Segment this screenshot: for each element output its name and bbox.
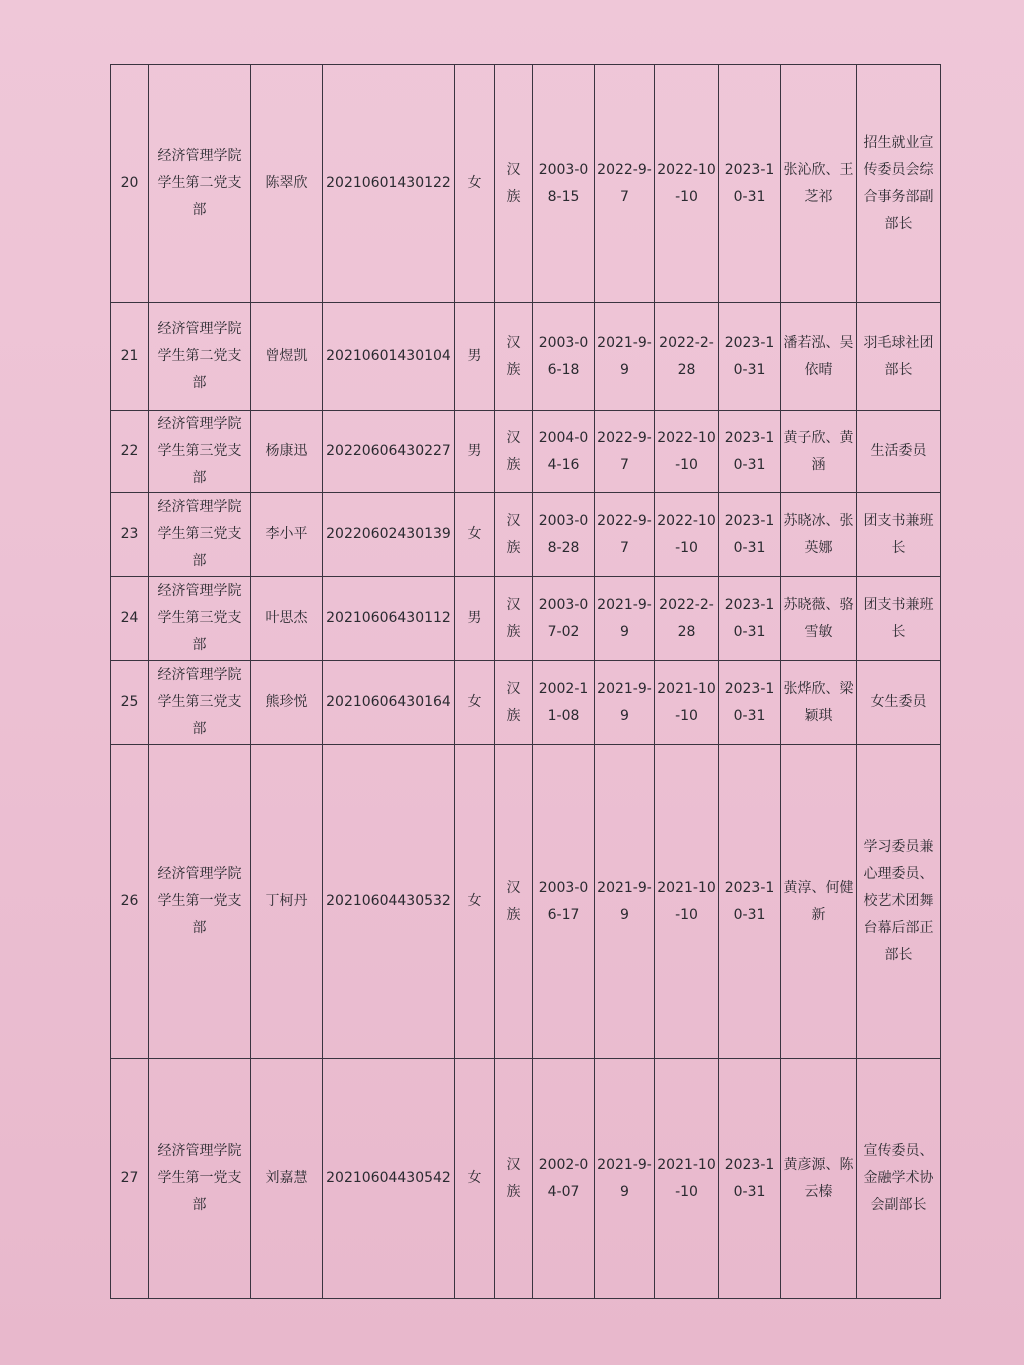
cell-no: 22 [111,411,149,493]
cell-date-1: 2022-9-7 [595,493,655,577]
cell-date-2: 2021-10-10 [655,1059,719,1299]
cell-role: 女生委员 [857,661,941,745]
cell-birth: 2003-06-18 [533,303,595,411]
cell-date-2: 2022-2-28 [655,577,719,661]
cell-id: 20220606430227 [323,411,455,493]
cell-ethnicity: 汉族 [495,65,533,303]
cell-date-3: 2023-10-31 [719,577,781,661]
cell-name: 杨康迅 [251,411,323,493]
cell-branch: 经济管理学院学生第一党支部 [149,1059,251,1299]
cell-date-1: 2021-9-9 [595,1059,655,1299]
cell-id: 20210601430104 [323,303,455,411]
cell-no: 27 [111,1059,149,1299]
cell-branch: 经济管理学院学生第一党支部 [149,745,251,1059]
cell-no: 26 [111,745,149,1059]
cell-branch: 经济管理学院学生第二党支部 [149,303,251,411]
cell-birth: 2002-11-08 [533,661,595,745]
cell-birth: 2003-07-02 [533,577,595,661]
cell-id: 20210604430542 [323,1059,455,1299]
cell-branch: 经济管理学院学生第三党支部 [149,661,251,745]
cell-ethnicity: 汉族 [495,661,533,745]
cell-ethnicity: 汉族 [495,493,533,577]
cell-no: 23 [111,493,149,577]
cell-id: 20210604430532 [323,745,455,1059]
cell-id: 20210601430122 [323,65,455,303]
cell-name: 陈翠欣 [251,65,323,303]
cell-id: 20220602430139 [323,493,455,577]
cell-branch: 经济管理学院学生第三党支部 [149,493,251,577]
cell-gender: 女 [455,493,495,577]
cell-branch: 经济管理学院学生第三党支部 [149,411,251,493]
cell-name: 刘嘉慧 [251,1059,323,1299]
cell-date-1: 2022-9-7 [595,411,655,493]
cell-date-3: 2023-10-31 [719,303,781,411]
cell-date-1: 2021-9-9 [595,577,655,661]
cell-date-3: 2023-10-31 [719,493,781,577]
cell-date-2: 2021-10-10 [655,661,719,745]
table-row [111,65,941,303]
table-row [111,411,941,493]
cell-no: 25 [111,661,149,745]
table-row [111,1059,941,1299]
cell-gender: 男 [455,303,495,411]
cell-date-2: 2022-2-28 [655,303,719,411]
cell-no: 21 [111,303,149,411]
cell-branch: 经济管理学院学生第三党支部 [149,577,251,661]
cell-birth: 2003-08-15 [533,65,595,303]
cell-contacts: 苏晓冰、张英娜 [781,493,857,577]
cell-gender: 女 [455,745,495,1059]
cell-gender: 男 [455,577,495,661]
cell-contacts: 潘若泓、吴依晴 [781,303,857,411]
cell-role: 生活委员 [857,411,941,493]
cell-name: 李小平 [251,493,323,577]
cell-role: 学习委员兼心理委员、校艺术团舞台幕后部正部长 [857,745,941,1059]
cell-ethnicity: 汉族 [495,303,533,411]
cell-contacts: 苏晓薇、骆雪敏 [781,577,857,661]
cell-date-3: 2023-10-31 [719,661,781,745]
cell-birth: 2003-08-28 [533,493,595,577]
cell-date-1: 2022-9-7 [595,65,655,303]
cell-birth: 2004-04-16 [533,411,595,493]
cell-ethnicity: 汉族 [495,1059,533,1299]
cell-id: 20210606430164 [323,661,455,745]
cell-gender: 女 [455,65,495,303]
cell-ethnicity: 汉族 [495,745,533,1059]
cell-gender: 女 [455,1059,495,1299]
cell-birth: 2002-04-07 [533,1059,595,1299]
cell-date-2: 2022-10-10 [655,411,719,493]
cell-contacts: 黄彦源、陈云榛 [781,1059,857,1299]
cell-birth: 2003-06-17 [533,745,595,1059]
cell-no: 24 [111,577,149,661]
table-row [111,661,941,745]
cell-date-1: 2021-9-9 [595,303,655,411]
cell-date-1: 2021-9-9 [595,745,655,1059]
table-body [111,65,941,1299]
cell-gender: 男 [455,411,495,493]
cell-name: 曾煜凯 [251,303,323,411]
cell-date-2: 2022-10-10 [655,493,719,577]
cell-date-3: 2023-10-31 [719,411,781,493]
cell-ethnicity: 汉族 [495,577,533,661]
cell-role: 招生就业宣传委员会综合事务部副部长 [857,65,941,303]
cell-date-2: 2021-10-10 [655,745,719,1059]
cell-branch: 经济管理学院学生第二党支部 [149,65,251,303]
cell-date-2: 2022-10-10 [655,65,719,303]
cell-date-3: 2023-10-31 [719,65,781,303]
cell-contacts: 黄淳、何健新 [781,745,857,1059]
cell-role: 羽毛球社团部长 [857,303,941,411]
document-sheet [110,64,940,1299]
cell-role: 团支书兼班长 [857,493,941,577]
cell-role: 团支书兼班长 [857,577,941,661]
table-row [111,493,941,577]
cell-id: 20210606430112 [323,577,455,661]
cell-no: 20 [111,65,149,303]
member-table [110,64,941,1299]
cell-name: 熊珍悦 [251,661,323,745]
table-row [111,577,941,661]
cell-date-3: 2023-10-31 [719,745,781,1059]
cell-role: 宣传委员、金融学术协会副部长 [857,1059,941,1299]
cell-contacts: 黄子欣、黄涵 [781,411,857,493]
cell-date-3: 2023-10-31 [719,1059,781,1299]
table-row [111,745,941,1059]
table-row [111,303,941,411]
cell-name: 叶思杰 [251,577,323,661]
cell-ethnicity: 汉族 [495,411,533,493]
cell-gender: 女 [455,661,495,745]
cell-date-1: 2021-9-9 [595,661,655,745]
cell-contacts: 张沁欣、王芝祁 [781,65,857,303]
cell-contacts: 张烨欣、梁颖琪 [781,661,857,745]
cell-name: 丁柯丹 [251,745,323,1059]
